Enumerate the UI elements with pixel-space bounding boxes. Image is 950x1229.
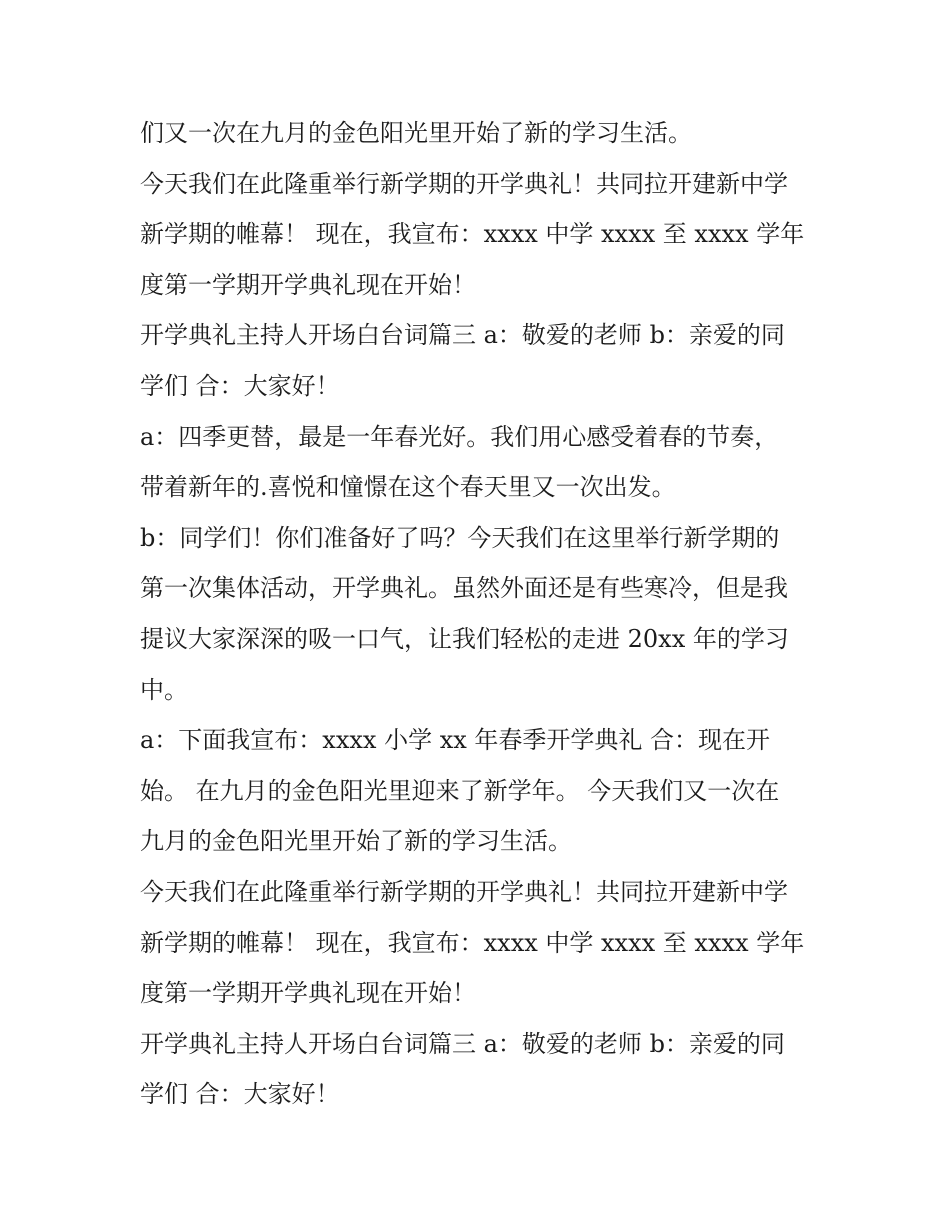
text-line: a：下面我宣布：xxxx 小学 xx 年春季开学典礼 合：现在开 [140,726,771,755]
text-line: 始。 在九月的金色阳光里迎来了新学年。 今天我们又一次在 [140,776,780,805]
text-line: a：四季更替，最是一年春光好。我们用心感受着春的节奏， [140,422,779,451]
text-line: 新学期的帷幕！ 现在，我宣布：xxxx 中学 xxxx 至 xxxx 学年 [140,220,805,249]
text-line: b：同学们！你们准备好了吗？今天我们在这里举行新学期的 [140,523,780,552]
text-line: 九月的金色阳光里开始了新的学习生活。 [140,827,572,856]
text-line: 学们 合：大家好！ [140,371,340,400]
text-line: 今天我们在此隆重举行新学期的开学典礼！共同拉开建新中学 [140,877,788,906]
text-line: 新学期的帷幕！ 现在，我宣布：xxxx 中学 xxxx 至 xxxx 学年 [140,928,805,957]
text-line: 学们 合：大家好！ [140,1080,340,1109]
text-line: 开学典礼主持人开场白台词篇三 a：敬爱的老师 b：亲爱的同 [140,321,785,350]
text-line: 带着新年的.喜悦和憧憬在这个春天里又一次出发。 [140,473,676,502]
text-line: 们又一次在九月的金色阳光里开始了新的学习生活。 [140,119,692,147]
text-line: 度第一学期开学典礼现在开始！ [140,270,476,299]
text-line: 今天我们在此隆重举行新学期的开学典礼！共同拉开建新中学 [140,169,788,198]
text-line: 开学典礼主持人开场白台词篇三 a：敬爱的老师 b：亲爱的同 [140,1029,785,1058]
text-line: 第一次集体活动，开学典礼。虽然外面还是有些寒冷，但是我 [140,574,788,603]
text-line: 中。 [140,675,188,704]
document-body [140,108,830,1120]
text-line: 提议大家深深的吸一口气，让我们轻松的走进 20xx 年的学习 [140,624,789,653]
text-line: 度第一学期开学典礼现在开始！ [140,979,476,1008]
